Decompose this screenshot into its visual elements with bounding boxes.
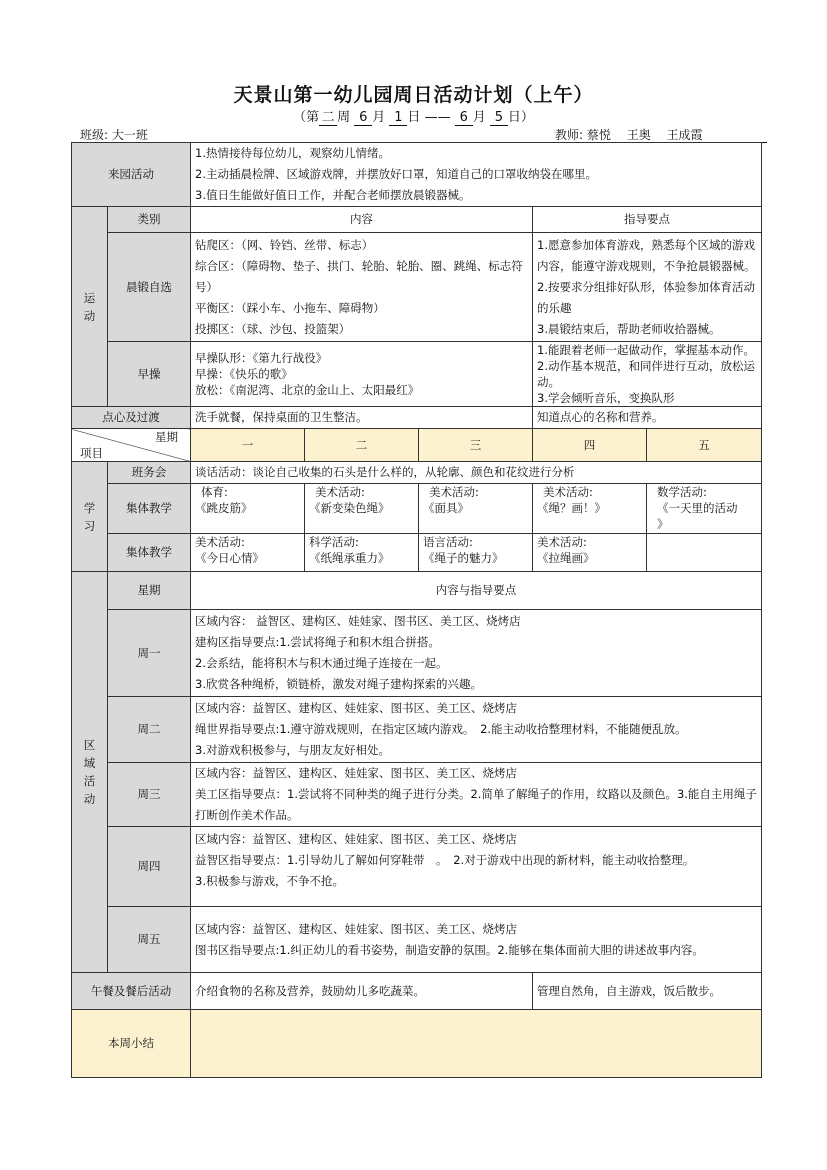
teaching-cell: 美术活动: 《绳？画！》 — [533, 484, 647, 534]
morning-label: 晨锻自选 — [108, 233, 191, 342]
teaching-cell: 美术活动: 《面具》 — [419, 484, 533, 534]
meeting-content: 谈话活动：谈论自己收集的石头是什么样的，从轮廓、颜色和花纹进行分析 — [191, 462, 762, 484]
teaching-cell: 科学活动: 《纸绳承重力》 — [305, 534, 419, 572]
snack-points: 知道点心的名称和营养。 — [533, 407, 762, 429]
teaching-cell: 美术活动: 《今日心情》 — [191, 534, 305, 572]
area-day-mon: 周一 — [108, 610, 191, 697]
area-content-thu: 区域内容：益智区、建构区、娃娃家、图书区、美工区、烧烤店 益智区指导要点：1.引导幼儿了解如何穿鞋带 。 2.对于游戏中出现的新材料，能主动收拾整理。 3.积极参与游戏，不争不抢。 — [191, 827, 762, 907]
summary-content — [191, 1010, 762, 1078]
exercise-points-header: 指导要点 — [533, 207, 762, 233]
teaching-label-1: 集体教学 — [108, 484, 191, 534]
areas-day-header: 星期 — [108, 572, 191, 610]
teaching-cell: 美术活动: 《新变染色绳》 — [305, 484, 419, 534]
area-content-fri: 区域内容：益智区、建构区、娃娃家、图书区、美工区、烧烤店 图书区指导要点:1.纠正幼儿的看书姿势，制造安静的氛围。2.能够在集体面前大胆的讲述故事内容。 — [191, 907, 762, 973]
plan-table — [71, 142, 762, 1078]
areas-content-header: 内容与指导要点 — [191, 572, 762, 610]
exercise-type-header: 类别 — [108, 207, 191, 233]
arrival-content: 1.热情接待每位幼儿，观察幼儿情绪。 2.主动插晨检牌、区域游戏牌，并摆放好口罩，知道自己的口罩收纳袋在哪里。 3.值日生能做好值日工作，并配合老师摆放晨锻器械。 — [191, 143, 762, 207]
area-content-mon: 区域内容： 益智区、建构区、娃娃家、图书区、美工区、烧烤店 建构区指导要点:1.尝试将绳子和积木组合拼搭。 2.会系结，能将积木与积木通过绳子连接在一起。 3.欣赏各种绳桥，锁链桥，激发对绳子建构探索的兴趣。 — [191, 610, 762, 697]
morning-points: 1.愿意参加体育游戏，熟悉每个区域的游戏内容，能遵守游戏规则，不争抢晨锻器械。 2.按要求分组排好队形，体验参加体育活动的乐趣 3.晨锻结束后，帮助老师收拾器械。 — [533, 233, 762, 342]
drill-content: 早操队形：《第九行战役》 早操：《快乐的歌》 放松：《南泥湾、北京的金山上、太阳最红》 — [191, 342, 533, 407]
page-title: 天景山第一幼儿园周日活动计划（上午） — [233, 84, 594, 106]
teaching-label-2: 集体教学 — [108, 534, 191, 572]
teaching-cell — [647, 534, 762, 572]
arrival-label: 来园活动 — [72, 143, 191, 207]
lunch-content: 介绍食物的名称及营养，鼓励幼儿多吃蔬菜。 — [191, 973, 533, 1010]
area-day-wed: 周三 — [108, 763, 191, 827]
area-content-wed: 区域内容：益智区、建构区、娃娃家、图书区、美工区、烧烤店 美工区指导要点：1.尝试将不同种类的绳子进行分类。2.简单了解绳子的作用，纹路以及颜色。3.能自主用绳子打断创作美术作品。 — [191, 763, 762, 827]
teaching-cell: 数学活动: 《一天里的活动 》 — [647, 484, 762, 534]
day-mon: 一 — [191, 429, 305, 462]
lunch-label: 午餐及餐后活动 — [72, 973, 191, 1010]
teaching-cell: 体育: 《跳皮筋》 — [191, 484, 305, 534]
day-wed: 三 — [419, 429, 533, 462]
exercise-group-label: 运 动 — [72, 207, 108, 407]
meeting-label: 班务会 — [108, 462, 191, 484]
day-fri: 五 — [647, 429, 762, 462]
class-info: 班级: 大一班 — [80, 126, 192, 143]
drill-points: 1.能跟着老师一起做动作，掌握基本动作。 2.动作基本规范，和同伴进行互动，放松运动。 3.学会倾听音乐，变换队形 — [533, 342, 762, 407]
teaching-cell: 美术活动: 《拉绳画》 — [533, 534, 647, 572]
teaching-cell: 语言活动: 《绳子的魅力》 — [419, 534, 533, 572]
drill-label: 早操 — [108, 342, 191, 407]
date-range: （第 二 周 6 月 1 日 —— 6 月 5 日） — [293, 110, 534, 125]
area-day-fri: 周五 — [108, 907, 191, 973]
lunch-points: 管理自然角，自主游戏，饭后散步。 — [533, 973, 762, 1010]
exercise-content-header: 内容 — [191, 207, 533, 233]
areas-group-label: 区 域 活 动 — [72, 572, 108, 973]
snack-content: 洗手就餐，保持桌面的卫生整洁。 — [191, 407, 533, 429]
morning-content: 钻爬区：（网、铃铛、丝带、标志） 综合区：（障碍物、垫子、拱门、轮胎、轮胎、圈、跳绳、标志符号） 平衡区：（踩小车、小拖车、障碍物） 投掷区：（球、沙包、投篮架） — [191, 233, 533, 342]
week-header-corner: 星期 项目 — [72, 429, 191, 462]
study-group-label: 学 习 — [72, 462, 108, 572]
area-day-tue: 周二 — [108, 697, 191, 763]
area-content-tue: 区域内容：益智区、建构区、娃娃家、图书区、美工区、烧烤店 绳世界指导要点:1.遵守游戏规则，在指定区域内游戏。 2.能主动收拾整理材料，不能随便乱放。 3.对游戏积极参与，与朋友友好相处。 — [191, 697, 762, 763]
area-day-thu: 周四 — [108, 827, 191, 907]
snack-label: 点心及过渡 — [72, 407, 191, 429]
summary-label: 本周小结 — [72, 1010, 191, 1078]
teacher-info: 教师: 蔡悦 王奥 王成霞 — [555, 126, 767, 143]
day-tue: 二 — [305, 429, 419, 462]
day-thu: 四 — [533, 429, 647, 462]
